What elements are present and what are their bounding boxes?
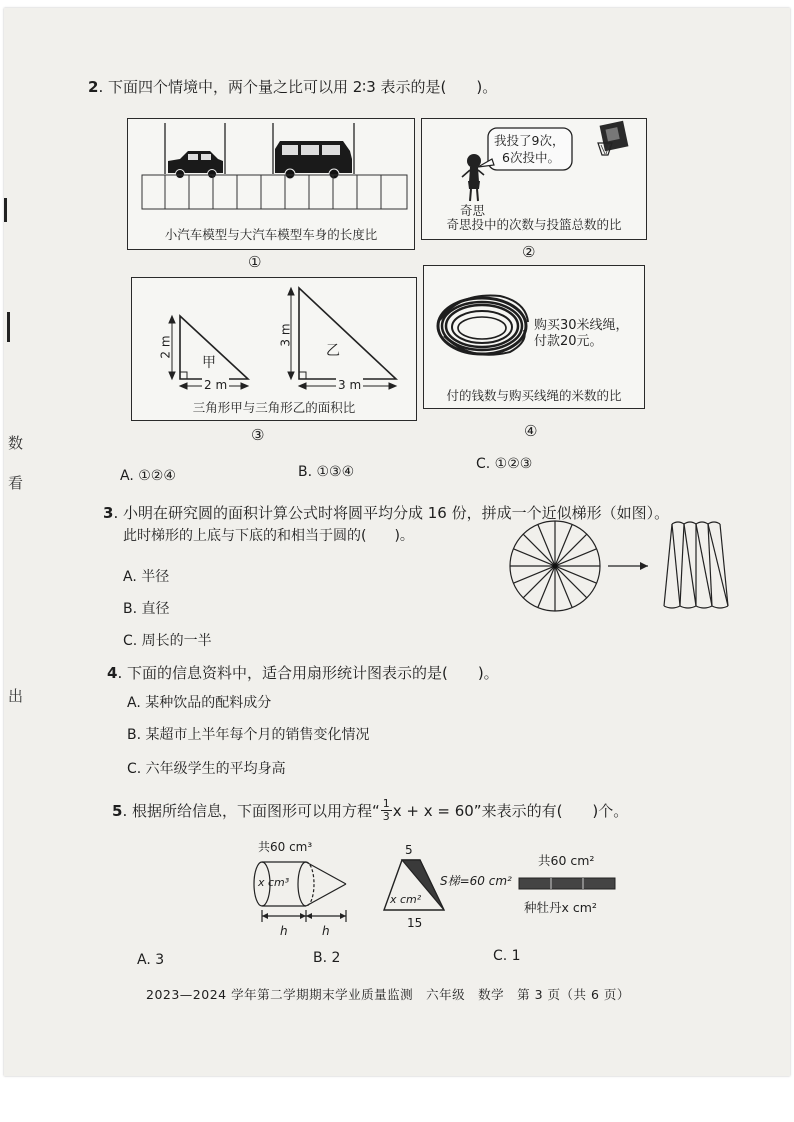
q3-text: . 小明在研究圆的面积计算公式时将圆平均分成 16 份，拼成一个近似梯形（如图）。 [113,504,670,522]
q2-panel-1-label: ① [248,253,262,271]
flower-bed-bar [518,876,618,892]
q4-number: 4 [107,664,118,682]
q2-stem [88,76,497,97]
q2-panel-1 [127,118,415,250]
car-models-illustration [128,119,414,219]
q2-panel-4-label: ④ [524,422,538,440]
cylinder-cone-figure [252,856,362,936]
fraction-one-third [381,798,392,823]
small-car-icon [168,151,223,179]
binding-tick [7,312,10,342]
fig2-bottom: 15 [407,916,423,930]
q4-stem [107,662,499,683]
fig1-total: 共60 cm³ [258,840,313,854]
q3-option-c[interactable]: C. 周长的一半 [123,633,212,649]
q4-text: . 下面的信息资料中，适合用扇形统计图表示的是( )。 [117,664,499,682]
q5-text-before: . 根据所给信息，下面图形可以用方程“ [122,802,380,820]
triangle-jia-height: 2 m [158,335,173,359]
q2-panel-4-speech-line-2: 付款20元。 [534,334,603,349]
fig1-inner: x cm³ [258,876,290,889]
approx-trapezoid [664,522,728,608]
fig1-h2: h [322,924,330,938]
fig2-area: S梯=60 cm² [440,874,512,888]
q3-option-b[interactable]: B. 直径 [123,601,170,617]
margin-char: 数 [8,434,24,452]
fig1-h1: h [280,924,288,938]
q2-panel-4 [423,265,645,409]
triangle-yi-height: 3 m [278,323,293,347]
q2-option-a[interactable]: A. ①②④ [120,468,176,484]
fraction-numerator: 1 [382,797,390,810]
q2-panel-1-caption: 小汽车模型与大汽车模型车身的长度比 [164,227,378,242]
margin-char: 出 [8,687,24,705]
q4-option-c[interactable]: C. 六年级学生的平均身高 [127,761,286,777]
fraction-denominator: 3 [382,810,390,823]
q2-panel-2-label: ② [522,243,536,261]
q2-panel-3-label: ③ [251,426,265,444]
binding-tick [4,198,7,222]
large-car-icon [275,141,352,179]
q5-text-after: x + x = 60”来表示的有( )个。 [392,802,629,820]
q2-panel-4-caption: 付的钱数与购买线绳的米数的比 [446,388,622,403]
triangle-yi [299,288,396,379]
q2-panel-2-caption: 奇思投中的次数与投篮总数的比 [446,217,622,232]
q2-panel-3 [131,277,417,421]
triangle-jia-base: 2 m [204,378,228,392]
triangle-yi-label: 乙 [326,343,340,359]
q5-option-a[interactable]: A. 3 [137,952,165,968]
triangle-jia-label: 甲 [202,355,216,371]
fig3-caption: 种牡丹x cm² [524,900,597,915]
circle-to-trapezoid-figure [508,516,748,626]
q4-option-a[interactable]: A. 某种饮品的配料成分 [127,695,272,711]
q5-number: 5 [112,801,123,820]
q2-panel-3-caption: 三角形甲与三角形乙的面积比 [192,400,356,415]
q2-text: . 下面四个情境中，两个量之比可以用 2∶3 表示的是( )。 [98,78,498,96]
triangles-illustration [132,278,416,398]
rope-coil-icon [430,272,540,372]
q4-option-b[interactable]: B. 某超市上半年每个月的销售变化情况 [127,727,370,743]
q5-option-c[interactable]: C. 1 [493,948,521,964]
margin-char: 看 [8,474,24,492]
q2-number: 2 [88,78,99,96]
fig2-top: 5 [405,843,413,857]
q2-panel-2-name: 奇思 [460,203,486,218]
basketball-hoop-icon [598,121,628,155]
arrow-icon [608,562,648,570]
page-footer: 2023—2024 学年第二学期期末学业质量监测 六年级 数学 第 3 页（共 6 页） [146,987,630,1002]
q3-option-a[interactable]: A. 半径 [123,569,170,585]
q2-panel-2-speech-line-2: 6次投中。 [502,150,560,165]
fig2-inner: x cm² [390,893,422,906]
girl-figure-icon [462,154,484,201]
triangle-yi-base: 3 m [338,378,362,392]
measuring-grid [142,175,407,209]
q2-option-c[interactable]: C. ①②③ [476,456,533,472]
q3-stem-line-2: 此时梯形的上底与下底的和相当于圆的( )。 [123,528,414,544]
q5-option-b[interactable]: B. 2 [313,950,341,966]
q2-panel-2-speech-line-1: 我投了9次， [494,133,565,148]
q2-panel-2 [421,118,647,240]
q2-option-b[interactable]: B. ①③④ [298,464,355,480]
q5-stem [112,798,628,823]
q2-panel-4-speech-line-1: 购买30米线绳， [534,318,629,333]
q3-number: 3 [103,504,114,522]
fig3-total: 共60 cm² [538,853,595,868]
